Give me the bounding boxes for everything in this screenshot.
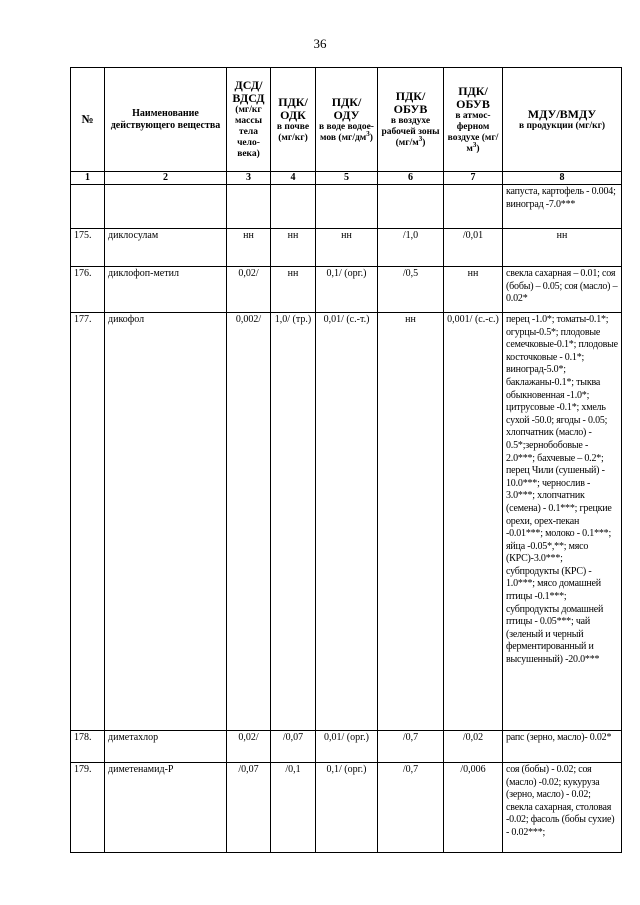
column-number: 8 (503, 172, 622, 185)
header-substance-name: Наименование действующего вещества (105, 68, 227, 172)
header-pdk-soil: ПДК/ ОДК в почве (мг/кг) (271, 68, 316, 172)
mdu-value: рапс (зерно, масло)- 0.02* (503, 731, 622, 763)
pdk-work-air-value (378, 185, 444, 229)
row-number: 178. (71, 731, 105, 763)
table-row (71, 731, 622, 763)
dsd-value: 0,02/ (227, 731, 271, 763)
dsd-value: нн (227, 229, 271, 267)
column-number: 5 (316, 172, 378, 185)
pdk-soil-value (271, 185, 316, 229)
table-row (71, 229, 622, 267)
dsd-value (227, 185, 271, 229)
pdk-water-value: нн (316, 229, 378, 267)
substance-name: диклосулам (105, 229, 227, 267)
table-row (71, 185, 622, 229)
mdu-value: капуста, картофель - 0.004; виноград -7.0*** (503, 185, 622, 229)
substance-name: дикофол (105, 313, 227, 731)
pdk-work-air-value: /0,7 (378, 763, 444, 853)
table-row (71, 763, 622, 853)
header-dsd: ДСД/ ВДСД (мг/кг массы тела чело-века) (227, 68, 271, 172)
pdk-work-air-value: /0,5 (378, 267, 444, 313)
pdk-atm-air-value: нн (444, 267, 503, 313)
pdk-water-value: 0,01/ (с.-т.) (316, 313, 378, 731)
substance-name: диметенамид-Р (105, 763, 227, 853)
substance-name: диметахлор (105, 731, 227, 763)
pdk-water-value (316, 185, 378, 229)
substance-name: диклофоп-метил (105, 267, 227, 313)
mdu-value: свекла сахарная – 0.01; соя (бобы) – 0.05; соя (масло) – 0.02* (503, 267, 622, 313)
row-number (71, 185, 105, 229)
column-numbers-row (71, 172, 622, 185)
pdk-water-value: 0,1/ (орг.) (316, 763, 378, 853)
row-number: 177. (71, 313, 105, 731)
page-number: 36 (313, 36, 327, 51)
dsd-value: /0,07 (227, 763, 271, 853)
row-number: 179. (71, 763, 105, 853)
pdk-work-air-value: /1,0 (378, 229, 444, 267)
column-number: 6 (378, 172, 444, 185)
pdk-atm-air-value: /0,01 (444, 229, 503, 267)
pdk-atm-air-value: /0,02 (444, 731, 503, 763)
pdk-soil-value: 1,0/ (тр.) (271, 313, 316, 731)
table-row (71, 267, 622, 313)
header-pdk-water: ПДК/ ОДУ в воде водое-мов $(мг/дм^3)$ (316, 68, 378, 172)
pdk-work-air-value: нн (378, 313, 444, 731)
dsd-value: 0,02/ (227, 267, 271, 313)
column-number: 2 (105, 172, 227, 185)
pdk-atm-air-value: /0,006 (444, 763, 503, 853)
header-pdk-atm-air: ПДК/ ОБУВ в атмос-ферном воздухе $(мг/м^3)$ (444, 68, 503, 172)
column-number: 4 (271, 172, 316, 185)
column-number: 7 (444, 172, 503, 185)
pdk-soil-value: нн (271, 229, 316, 267)
mdu-value: нн (503, 229, 622, 267)
pdk-atm-air-value: 0,001/ (с.-с.) (444, 313, 503, 731)
header-row (71, 68, 622, 172)
pdk-soil-value: /0,1 (271, 763, 316, 853)
header-mdu: МДУ/ВМДУ в продукции (мг/кг) (503, 68, 622, 172)
mdu-value: перец -1.0*; томаты-0.1*; огурцы-0.5*; плодовые семечковые-0.1*; плодовые косточковые - 0.1*; виноград-5.0*; баклажаны-0.1*; тыква обыкновенная -1.0*; цитрусовые -0.1*; хмель сухой -50.0; ягоды - 0.05; хлопчатник (масло) - 0.5*;зернобобовые - 2.0***; бахчевые – 0.2*; перец Чили (сушеный) - 10.0***; чернослив - 3.0***; хлопчатник (семена) - 0.1***; грецкие орехи, орех-пекан -0.01***; молоко - 0.1***; яйца -0.05*,**; мясо (КРС)-3.0***; субпродукты (КРС) - 1.0***; мясо домашней птицы -0.1***; субпродукты домашней птицы - 0.05***; чай (зеленый и черный ферментированный и высушенный) -20.0*** (503, 313, 622, 731)
pdk-soil-value: нн (271, 267, 316, 313)
mdu-value: соя (бобы) - 0.02; соя (масло) -0.02; кукуруза (зерно, масло) - 0.02; свекла сахарная, столовая -0.02; фасоль (бобы сухие) - 0.02***; (503, 763, 622, 853)
pdk-work-air-value: /0,7 (378, 731, 444, 763)
pdk-atm-air-value (444, 185, 503, 229)
dsd-value: 0,002/ (227, 313, 271, 731)
substances-table (70, 67, 622, 853)
substance-name (105, 185, 227, 229)
pdk-water-value: 0,1/ (орг.) (316, 267, 378, 313)
column-number: 3 (227, 172, 271, 185)
header-pdk-work-air: ПДК/ ОБУВ в воздухе рабочей зоны $(мг/м^3)$ (378, 68, 444, 172)
column-number: 1 (71, 172, 105, 185)
table-row (71, 313, 622, 731)
header-number: № (71, 68, 105, 172)
pdk-soil-value: /0,07 (271, 731, 316, 763)
pdk-water-value: 0,01/ (орг.) (316, 731, 378, 763)
row-number: 175. (71, 229, 105, 267)
row-number: 176. (71, 267, 105, 313)
